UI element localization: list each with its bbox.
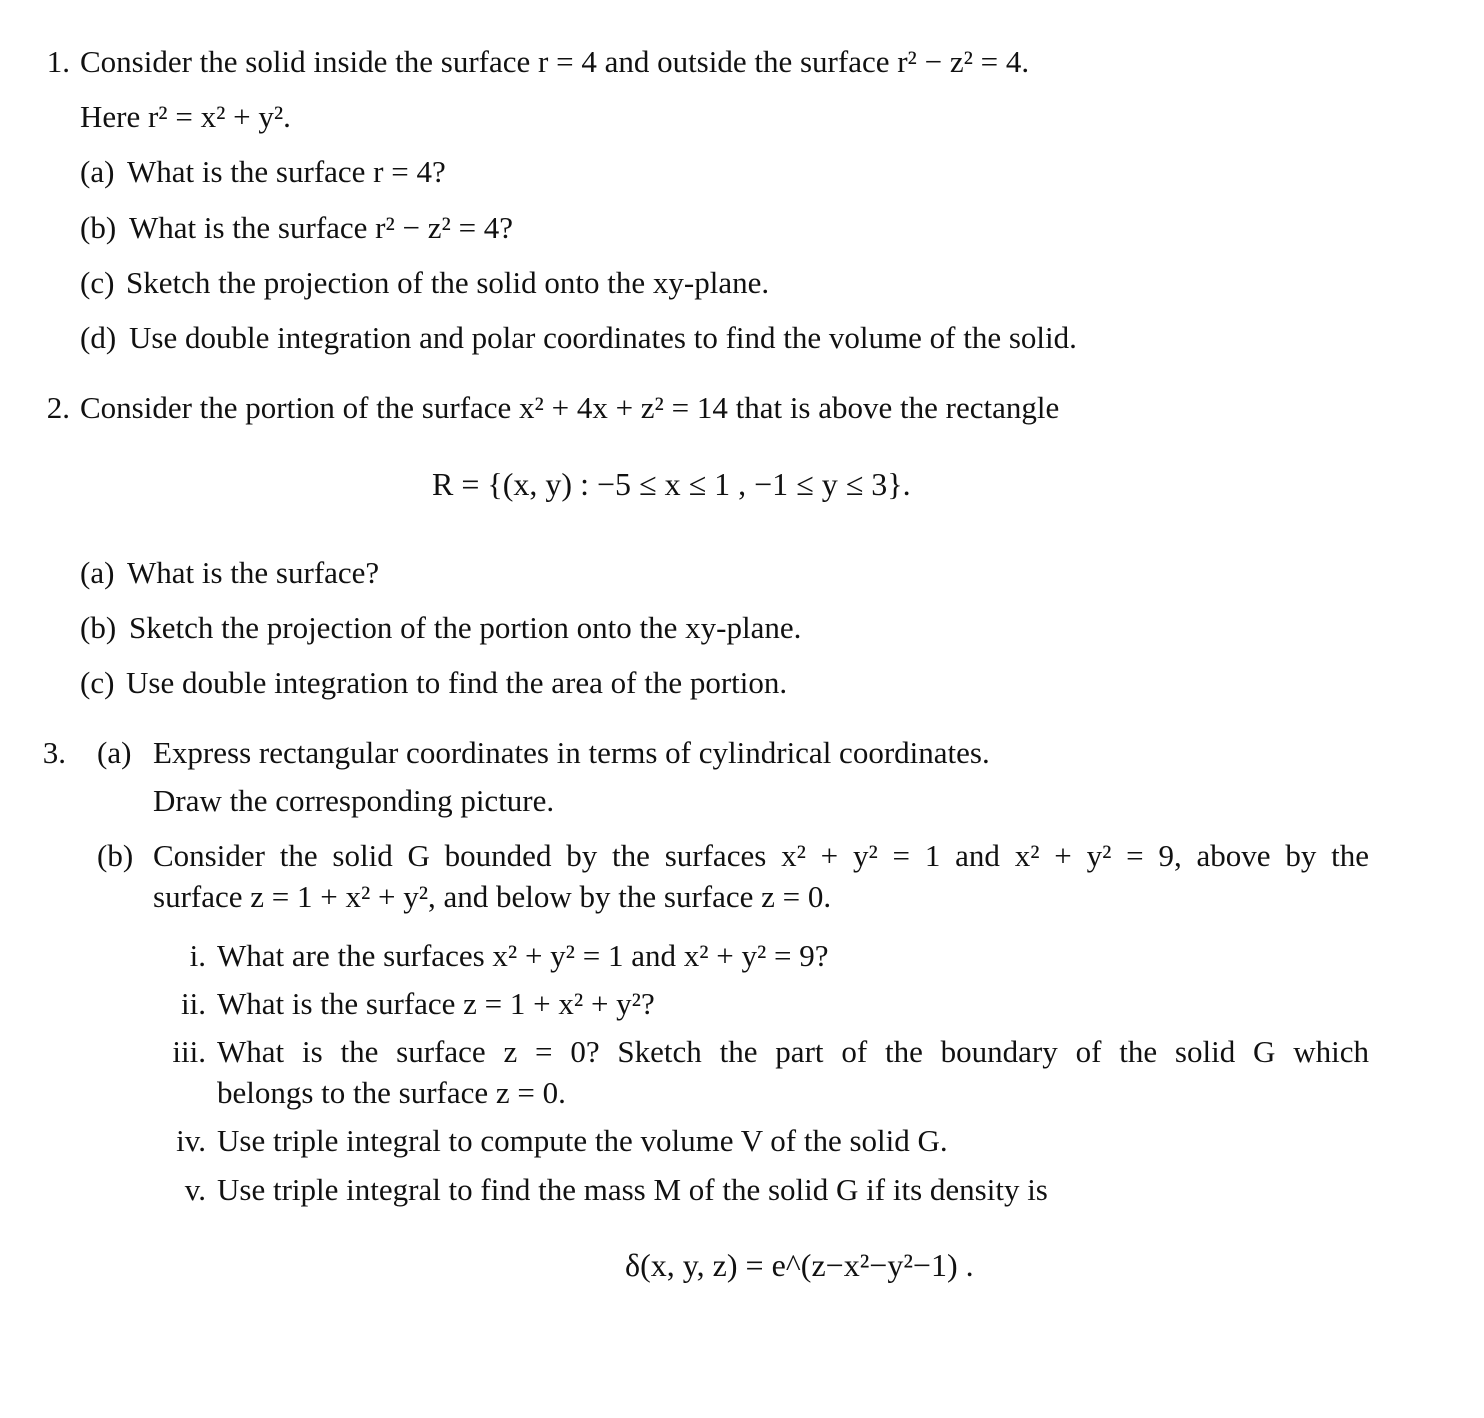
subpart-text: Use triple integral to find the mass M of the solid G if its density is [217, 1172, 1048, 1207]
part-label: (b) [80, 210, 117, 245]
part-text: Draw the corresponding picture. [153, 783, 555, 818]
problem-text: Consider the portion of the surface x² + 4x + z² = 14 that is above the rectangle [80, 390, 1060, 425]
subpart-label: ii. [181, 986, 206, 1021]
subpart-label: iv. [176, 1123, 206, 1158]
part-text: What is the surface r² − z² = 4? [129, 210, 514, 245]
density-formula: δ(x, y, z) = e^(z−x²−y²−1) . [625, 1247, 974, 1283]
part-label: (c) [80, 265, 115, 300]
part-label: (b) [97, 838, 134, 873]
subpart-label: iii. [172, 1034, 206, 1069]
part-label: (a) [80, 154, 115, 189]
problem-text: Consider the solid inside the surface r = 4 and outside the surface r² − z² = 4. [80, 44, 1030, 79]
part-label: (c) [80, 665, 115, 700]
part-text: What is the surface? [127, 555, 380, 590]
problem-number: 3. [42, 735, 66, 770]
subpart-text: What is the surface z = 1 + x² + y²? [217, 986, 655, 1021]
rectangle-definition: R = {(x, y) : −5 ≤ x ≤ 1 , −1 ≤ y ≤ 3}. [432, 466, 911, 502]
part-text: Sketch the projection of the solid onto the xy-plane. [126, 265, 770, 300]
part-text: Use double integration to find the area of the portion. [126, 665, 788, 700]
problem-number: 1. [46, 44, 70, 79]
part-label: (b) [80, 610, 117, 645]
part-label: (a) [97, 735, 132, 770]
subpart-label: v. [184, 1172, 206, 1207]
subpart-text: What is the surface z = 0? Sketch the part of the boundary of the solid G which [217, 1034, 1369, 1069]
problem-number: 2. [46, 390, 70, 425]
subpart-text: belongs to the surface z = 0. [217, 1075, 566, 1110]
part-text: Use double integration and polar coordinates to find the volume of the solid. [129, 320, 1077, 355]
part-text: Consider the solid G bounded by the surfaces x² + y² = 1 and x² + y² = 9, above by the [153, 838, 1369, 873]
part-text: Express rectangular coordinates in terms of cylindrical coordinates. [153, 735, 990, 770]
part-text: surface z = 1 + x² + y², and below by the surface z = 0. [153, 879, 832, 914]
problem-text: Here r² = x² + y². [80, 99, 291, 134]
part-text: Sketch the projection of the portion onto the xy-plane. [129, 610, 802, 645]
part-text: What is the surface r = 4? [127, 154, 446, 189]
part-label: (d) [80, 320, 117, 355]
subpart-text: Use triple integral to compute the volume V of the solid G. [217, 1123, 948, 1158]
subpart-text: What are the surfaces x² + y² = 1 and x² + y² = 9? [217, 938, 829, 973]
part-label: (a) [80, 555, 115, 590]
subpart-label: i. [189, 938, 206, 973]
